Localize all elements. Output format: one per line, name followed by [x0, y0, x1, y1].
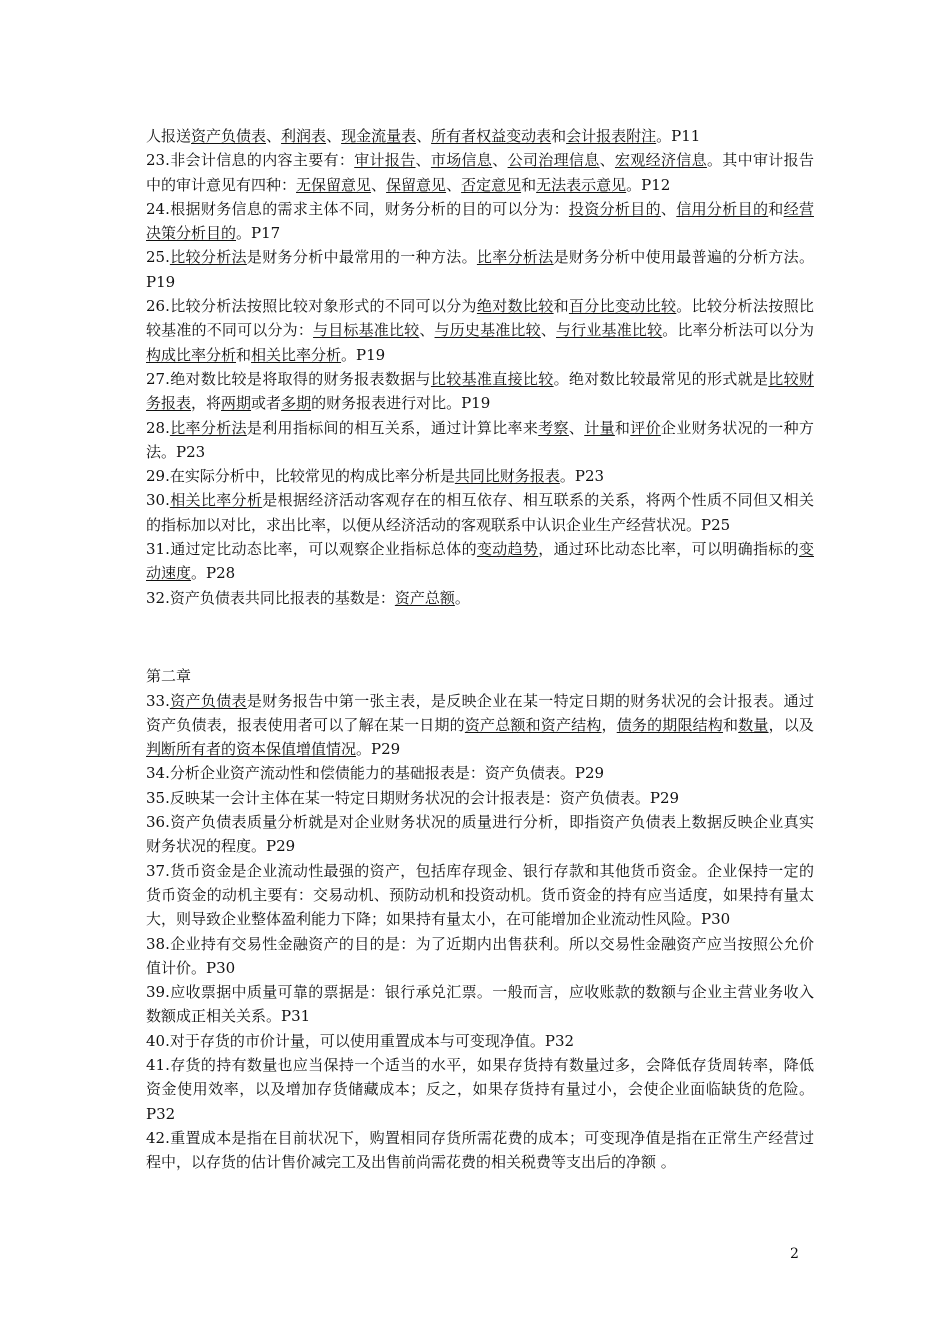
underlined-term: 计量	[584, 418, 615, 437]
document-body	[146, 124, 814, 1174]
text-segment: 23.非会计信息的内容主要有：	[146, 151, 355, 170]
underlined-term: 所有者权益变动表	[431, 127, 552, 145]
text-segment: 38.企业持有交易性金融资产的目的是：为了近期内出售获利。所以交易性金融资产应当按照公允价值计价。P30	[146, 934, 814, 977]
underlined-term: 现金流量表	[341, 127, 417, 145]
underlined-term: 百分比变动比较	[568, 297, 677, 316]
text-segment: 。其中审计报告中的审计意见有四种：	[146, 151, 814, 194]
paragraph	[146, 932, 814, 981]
underlined-term: 评价	[630, 418, 661, 437]
underlined-term: 考察	[538, 418, 569, 437]
underlined-term: 经营决策分析目的	[146, 199, 814, 243]
text-segment: 、	[540, 321, 556, 340]
text-segment: 24.根据财务信息的需求主体不同，财务分析的目的可以分为：	[146, 199, 569, 218]
underlined-term: 共同比财务报表	[454, 467, 560, 486]
underlined-term: 比率分析法	[476, 248, 554, 267]
text-segment: ，	[601, 715, 617, 734]
text-segment: 人报送	[146, 127, 192, 145]
text-segment: 、	[266, 127, 282, 145]
paragraph	[146, 980, 814, 1029]
underlined-term: 保留意见	[386, 175, 447, 194]
underlined-term: 比较基准直接比较	[430, 369, 554, 388]
text-segment: 26.比较分析法按照比较对象形式的不同可以分为	[146, 297, 477, 316]
text-segment: 35.反映某一会计主体在某一特定日期财务状况的会计报表是：资产负债表。P29	[146, 788, 680, 807]
text-segment: 42.重置成本是指在目前状况下，购置相同存货所需花费的成本；可变现净值是指在正常生产经营过程中，以存货的估计售价减完工及出售前尚需花费的相关税费等支出后的净额 。	[146, 1128, 814, 1172]
underlined-term: 相关比率分析	[169, 491, 263, 510]
paragraph	[146, 810, 814, 859]
text-segment: 28.	[146, 418, 170, 437]
underlined-term: 数量	[738, 715, 769, 734]
paragraph	[146, 689, 814, 762]
text-segment: 39.应收票据中质量可靠的票据是：银行承兑汇票。一般而言，应收账款的数额与企业主营业务收入数额成正相关关系。P31	[146, 983, 814, 1026]
text-segment: 32.资产负债表共同比报表的基数是：	[146, 588, 395, 607]
text-segment: 37.货币资金是企业流动性最强的资产，包括库存现金、银行存款和其他货币资金。企业保持一定的货币资金的动机主要有：交易动机、预防动机和投资动机。货币资金的持有应当适度，如果持有量太大，则导致企业整体盈利能力下降；如果持有量太小，在可能增加企业流动性风险。P30	[146, 861, 814, 929]
underlined-term: 与目标基准比较	[313, 321, 420, 340]
text-segment: 、	[446, 175, 462, 194]
paragraph	[146, 761, 814, 785]
text-segment: 29.在实际分析中，比较常见的构成比率分析是	[146, 467, 455, 486]
text-segment: 、	[326, 127, 342, 145]
paragraph	[146, 294, 814, 367]
paragraph	[146, 1029, 814, 1053]
text-segment: 、	[371, 175, 387, 194]
text-segment: 36.资产负债表质量分析就是对企业财务状况的质量进行分析，即指资产负债表上数据反映企业真实财务状况的程度。P29	[146, 813, 814, 856]
text-segment: 的财务报表进行对比。P19	[311, 394, 491, 413]
text-segment: 34.分析企业资产流动性和偿债能力的基础报表是：资产负债表。P29	[146, 764, 605, 783]
underlined-term: 资产总额	[394, 588, 455, 607]
text-segment: 和	[236, 345, 252, 364]
underlined-term: 公司治理信息	[507, 151, 600, 170]
underlined-term: 多期	[281, 394, 312, 413]
text-segment: 。P28	[191, 564, 236, 583]
text-segment: 、	[419, 321, 435, 340]
paragraph	[146, 586, 814, 610]
underlined-term: 会计报表附注	[566, 127, 657, 145]
underlined-term: 无法表示意见	[536, 175, 627, 194]
text-segment: 30.	[146, 491, 170, 510]
text-segment: 、	[415, 151, 431, 170]
underlined-term: 投资分析目的	[568, 199, 661, 218]
text-segment: 和	[521, 175, 537, 194]
text-segment: 、	[492, 151, 508, 170]
page-number: 2	[790, 1246, 799, 1262]
paragraph	[146, 859, 814, 932]
text-segment: 第二章	[146, 667, 192, 686]
underlined-term: 比较分析法	[169, 248, 247, 267]
text-segment: 。P29	[356, 740, 401, 759]
text-segment: 和	[553, 297, 569, 316]
text-segment: 。P19	[341, 345, 386, 364]
text-segment: 。P12	[626, 175, 671, 194]
underlined-term: 利润表	[281, 127, 327, 145]
text-segment: 41.存货的持有数量也应当保持一个适当的水平，如果存货持有数量过多，会降低存货周转率，降低资金使用效率，以及增加存货储藏成本；反之，如果存货持有量过小，会使企业面临缺货的危险。P32	[146, 1055, 814, 1123]
text-segment: 、	[416, 127, 432, 145]
text-segment: 。比率分析法可以分为	[662, 321, 814, 340]
underlined-term: 资产负债表	[169, 691, 247, 710]
text-segment: 。P11	[656, 127, 701, 145]
text-segment: 27.绝对数比较是将取得的财务报表数据与	[146, 369, 431, 388]
underlined-term: 审计报告	[354, 151, 416, 170]
underlined-term: 市场信息	[430, 151, 493, 170]
paragraph	[146, 488, 814, 537]
blank-line	[146, 625, 814, 649]
text-segment: 和	[723, 715, 739, 734]
paragraph	[146, 124, 814, 148]
paragraph	[146, 245, 814, 294]
underlined-term: 信用分析目的	[676, 199, 769, 218]
text-segment: 是根据经济活动客观存在的相互依存、相互联系的关系，将两个性质不同但又相关的指标加以对比，求出比率，以便从经济活动的客观联系中认识企业生产经营状况。P25	[146, 491, 814, 534]
text-segment: 和	[768, 199, 784, 218]
paragraph	[146, 367, 814, 416]
text-segment: 是财务分析中使用最普遍的分析方法。P19	[146, 248, 814, 291]
text-segment: 、	[568, 418, 585, 437]
paragraph	[146, 197, 814, 246]
text-segment: 或者	[251, 394, 282, 413]
underlined-term: 比率分析法	[169, 418, 247, 437]
underlined-term: 宏观经济信息	[614, 151, 707, 170]
text-segment: ，通过环比动态比率，可以明确指标的	[538, 540, 799, 559]
underlined-term: 构成比率分析	[146, 345, 237, 364]
underlined-term: 资产负债表	[191, 127, 267, 145]
paragraph	[146, 537, 814, 586]
paragraph	[146, 416, 814, 465]
text-segment: 企业财务状况的一种方法。P23	[146, 418, 814, 461]
underlined-term: 绝对数比较	[476, 297, 554, 316]
underlined-term: 两期	[221, 394, 252, 413]
paragraph	[146, 148, 814, 197]
underlined-term: 与行业基准比较	[556, 321, 663, 340]
text-segment: 和	[614, 418, 631, 437]
text-segment: 是利用指标间的相互关系，通过计算比率来	[246, 418, 539, 437]
text-segment: 是财务报告中第一张主表，是反映企业在某一特定日期的财务状况的会计报表。通过资产负债表，报表使用者可以了解在某一日期的	[146, 691, 814, 734]
underlined-term: 否定意见	[461, 175, 522, 194]
underlined-term: 比较财务报表	[146, 369, 814, 413]
underlined-term: 资产总额和资产结构	[464, 715, 602, 734]
underlined-term: 判断所有者的资本保值增值情况	[146, 740, 357, 759]
text-segment: 。比较分析法按照比较基准的不同可以分为：	[146, 297, 814, 340]
text-segment: 25.	[146, 248, 170, 267]
text-segment: 、	[660, 199, 677, 218]
text-segment: 和	[551, 127, 567, 145]
underlined-term: 变动速度	[146, 540, 814, 583]
text-segment: 33.	[146, 691, 170, 710]
text-segment: 。绝对数比较最常见的形式就是	[553, 369, 769, 388]
text-segment: 40.对于存货的市价计量，可以使用重置成本与可变现净值。P32	[146, 1031, 575, 1050]
text-segment: 是财务分析中最常用的一种方法。	[246, 248, 477, 267]
text-segment: ，以及	[768, 715, 814, 734]
paragraph	[146, 1053, 814, 1126]
text-segment: 。P17	[236, 224, 281, 243]
text-segment: 、	[599, 151, 615, 170]
underlined-term: 无保留意见	[296, 175, 372, 194]
text-segment: ，将	[191, 394, 222, 413]
text-segment: 31.通过定比动态比率，可以观察企业指标总体的	[146, 540, 477, 559]
paragraph	[146, 664, 814, 688]
paragraph	[146, 786, 814, 810]
underlined-term: 相关比率分析	[251, 345, 342, 364]
paragraph	[146, 1126, 814, 1175]
underlined-term: 债务的期限结构	[616, 715, 723, 734]
underlined-term: 与历史基准比较	[434, 321, 541, 340]
paragraph	[146, 464, 814, 488]
underlined-term: 变动趋势	[476, 540, 539, 559]
text-segment: 。P23	[559, 467, 605, 486]
text-segment: 。	[454, 588, 470, 607]
